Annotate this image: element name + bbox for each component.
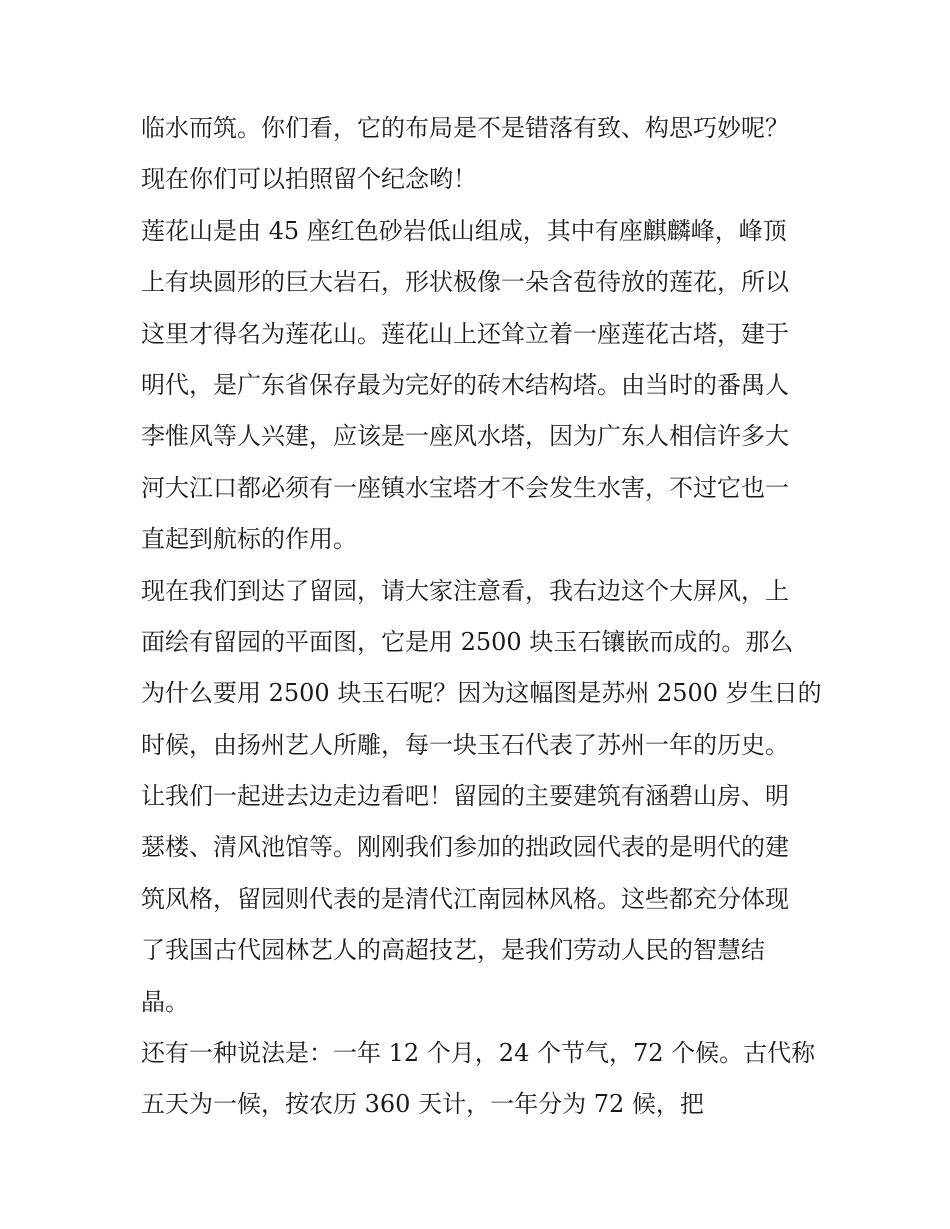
text-line: 李惟风等人兴建，应该是一座风水塔，因为广东人相信许多大 [141,422,789,451]
text-line: 莲花山是由 45 座红色砂岩低山组成，其中有座麒麟峰，峰顶 [141,216,787,245]
text-line: 明代，是广东省保存最为完好的砖木结构塔。由当时的番禺人 [141,370,789,399]
text-line: 直起到航标的作用。 [141,525,357,554]
text-line: 河大江口都必须有一座镇水宝塔才不会发生水害，不过它也一 [141,473,789,502]
text-line: 了我国古代园林艺人的高超技艺，是我们劳动人民的智慧结 [141,936,765,965]
text-line: 现在你们可以拍照留个纪念哟！ [141,165,477,194]
text-line: 五天为一候，按农历 360 天计，一年分为 72 候，把 [141,1090,704,1119]
text-line: 还有一种说法是：一年 12 个月，24 个节气，72 个候。古代称 [141,1039,816,1068]
text-line: 为什么要用 2500 块玉石呢？因为这幅图是苏州 2500 岁生日的 [141,679,822,708]
paragraph-climate-periods [141,1028,816,1131]
paragraph-lingering-garden [141,566,822,1029]
text-line: 上有块圆形的巨大岩石，形状极像一朵含苞待放的莲花，所以 [141,268,789,297]
paragraph-lotus-mountain [141,206,816,566]
text-line: 筑风格，留园则代表的是清代江南园林风格。这些都充分体现 [141,884,789,913]
text-line: 时候，由扬州艺人所雕，每一块玉石代表了苏州一年的历史。 [141,730,789,759]
text-line: 晶。 [141,987,189,1016]
text-line: 现在我们到达了留园，请大家注意看，我右边这个大屏风，上 [141,576,789,605]
text-line: 面绘有留园的平面图，它是用 2500 块玉石镶嵌而成的。那么 [141,627,794,656]
text-line: 让我们一起进去边走边看吧！留园的主要建筑有涵碧山房、明 [141,782,789,811]
document-page [141,103,822,1131]
text-line: 这里才得名为莲花山。莲花山上还耸立着一座莲花古塔，建于 [141,319,789,348]
text-line: 临水而筑。你们看，它的布局是不是错落有致、构思巧妙呢？ [141,114,789,142]
text-line: 瑟楼、清风池馆等。刚刚我们参加的拙政园代表的是明代的建 [141,833,789,862]
paragraph-garden-layout [141,103,816,206]
